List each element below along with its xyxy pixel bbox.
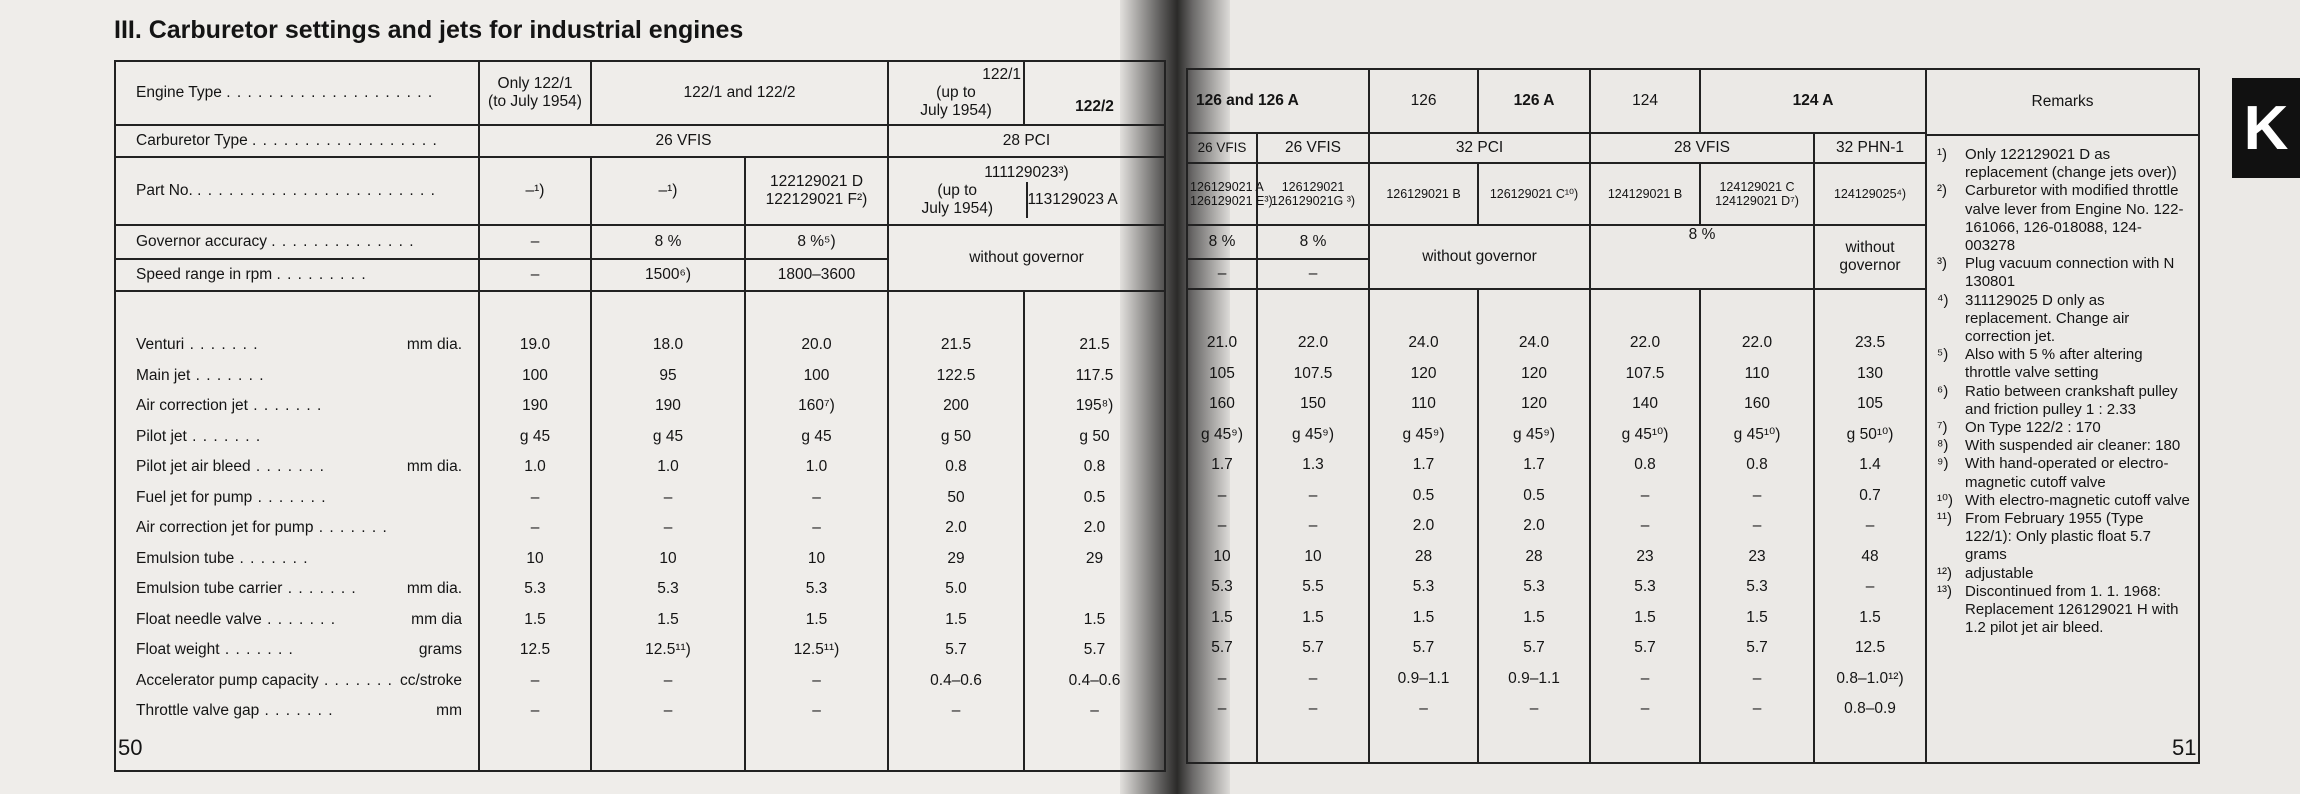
data-cell: 10 — [526, 549, 544, 567]
data-cell: 2.0 — [1523, 517, 1545, 534]
data-cell: 5.7 — [1412, 639, 1435, 656]
data-cell: g 45¹⁰) — [1621, 425, 1669, 443]
data-cell: 105 — [1857, 395, 1883, 412]
data-cell: – — [1865, 578, 1875, 595]
gov-c7: 8 % — [1257, 225, 1369, 259]
data-cell: 150 — [1300, 395, 1326, 412]
data-cell: g 50¹⁰) — [1846, 425, 1894, 443]
data-row-label: Emulsion tube carrier . . . . . . . mm dia. — [136, 580, 462, 597]
data-cell: – — [1217, 517, 1227, 534]
data-cell: 23 — [1636, 547, 1654, 565]
data-cell: 5.3 — [657, 580, 679, 597]
engine-c4: 122/1 (up to July 1954) — [888, 61, 1024, 125]
data-cell: 1.5 — [1412, 608, 1435, 626]
gov-c2: 8 % — [591, 225, 745, 259]
data-cell: 195⁸) — [1075, 397, 1114, 414]
data-cell: 1.5 — [1083, 610, 1106, 628]
part-c9: 126129021 C¹⁰) — [1478, 163, 1590, 225]
data-cell: 0.9–1.1 — [1508, 669, 1560, 687]
data-cell: 10 — [807, 549, 826, 567]
data-col-7 — [1257, 289, 1369, 763]
data-cell: 1.5 — [1859, 608, 1881, 626]
data-cell: g 45 — [652, 427, 684, 445]
data-cell: – — [812, 671, 821, 689]
data-row-label: Accelerator pump capacity . . . . . . . cc/stroke — [136, 671, 462, 689]
data-col-5 — [1024, 291, 1165, 771]
gov-c89: without governor — [1369, 225, 1590, 289]
data-cell: – — [1752, 700, 1762, 717]
data-cell: 0.4–0.6 — [1068, 671, 1121, 689]
engine-c9: 126 A — [1478, 69, 1590, 133]
data-cell: g 50 — [1079, 427, 1110, 445]
data-row-label: Venturi . . . . . . . mm dia. — [136, 336, 462, 353]
data-cell: 130 — [1857, 364, 1883, 382]
gov-c1: – — [479, 225, 591, 259]
engine-c10: 124 — [1590, 69, 1700, 133]
data-cell: 21.5 — [1079, 336, 1110, 353]
part-c3: 122129021 D 122129021 F²) — [745, 157, 888, 225]
data-cell: 1.0 — [657, 458, 679, 475]
data-cell: 29 — [947, 549, 965, 567]
speed-c6: – — [1187, 259, 1257, 289]
page-number-right: 51 — [2172, 735, 2197, 760]
data-cell: 5.3 — [524, 580, 546, 597]
data-cell: – — [1529, 700, 1539, 717]
data-col-1 — [479, 291, 591, 771]
data-cell: – — [530, 488, 540, 506]
data-labels — [115, 291, 479, 771]
data-cell: 0.8–0.9 — [1844, 700, 1896, 717]
data-col-10 — [1590, 289, 1700, 763]
data-cell: 1.7 — [1211, 456, 1233, 473]
data-cell: 28 — [1525, 547, 1543, 565]
data-cell: 120 — [1410, 364, 1437, 382]
data-cell: 0.8 — [1083, 458, 1106, 475]
data-cell: 5.3 — [805, 580, 828, 597]
data-cell: 0.8 — [945, 458, 967, 475]
data-cell: 5.3 — [1412, 578, 1435, 595]
data-cell: – — [663, 488, 673, 506]
data-cell: 100 — [803, 366, 830, 384]
data-cell: 160 — [1744, 395, 1770, 412]
data-cell: 160 — [1209, 395, 1235, 412]
remarks-column — [1926, 69, 2199, 763]
data-cell: 12.5¹¹) — [793, 641, 840, 658]
data-row-label: Air correction jet for pump . . . . . . . — [136, 519, 388, 536]
data-cell: – — [663, 671, 673, 689]
data-cell: 1.5 — [657, 610, 679, 628]
data-cell: – — [1419, 700, 1428, 717]
carb-32pci: 32 PCI — [1369, 133, 1590, 163]
remark-item: ¹) Only 122129021 D as replacement (change jets over)) — [1937, 146, 2177, 182]
data-cell: g 50 — [940, 427, 972, 445]
data-row-label: Air correction jet . . . . . . . — [136, 397, 323, 414]
data-cell: 5.3 — [1523, 578, 1545, 595]
data-cell: 21.5 — [940, 336, 972, 353]
data-cell: 0.5 — [1412, 486, 1435, 504]
data-cell: g 45⁹) — [1292, 425, 1334, 443]
remark-item: ⁷) On Type 122/2 : 170 — [1937, 419, 2101, 437]
data-cell: 160⁷) — [798, 397, 835, 414]
data-cell: 5.7 — [1523, 639, 1545, 656]
part-c8: 126129021 B — [1369, 163, 1478, 225]
data-cell: – — [812, 702, 821, 719]
data-cell: 5.3 — [1746, 578, 1768, 595]
page-title: III. Carburetor settings and jets for industrial engines — [114, 16, 744, 44]
data-row-label: Throttle valve gap . . . . . . . mm — [136, 702, 462, 719]
data-cell: 1.5 — [1746, 608, 1768, 626]
data-cell: 28 — [1414, 547, 1433, 565]
data-cell: 5.7 — [1083, 641, 1106, 658]
data-cell: 120 — [1521, 395, 1547, 412]
data-cell: 22.0 — [1297, 334, 1329, 351]
data-cell: – — [1308, 517, 1318, 534]
engine-c8: 126 — [1369, 69, 1478, 133]
data-cell: – — [1752, 669, 1762, 687]
data-cell: 12.5¹¹) — [645, 641, 691, 658]
remark-item: ²) Carburetor with modified throttle valve lever from Engine No. 122-161066, 126-018088, 124-003278 — [1937, 182, 2184, 255]
data-cell: 140 — [1632, 395, 1658, 412]
part-c6: 126129021 A 126129021 E³) — [1187, 163, 1257, 225]
part-c2: –¹) — [591, 157, 745, 225]
part-c11: 124129021 C 124129021 D⁷) — [1700, 163, 1814, 225]
data-cell: – — [663, 702, 673, 719]
data-cell: 0.9–1.1 — [1397, 669, 1450, 687]
data-cell: 120 — [1521, 364, 1547, 382]
data-cell: 100 — [522, 366, 548, 384]
data-col-12 — [1814, 289, 1926, 763]
data-cell: – — [1217, 669, 1227, 687]
part-c45: 111129023³) (up to July 1954) 113129023 A — [888, 157, 1165, 225]
data-cell: – — [530, 671, 540, 689]
data-cell: 23.5 — [1854, 334, 1886, 351]
data-cell: 10 — [659, 549, 677, 567]
data-cell: 10 — [1213, 547, 1231, 565]
gov-c3: 8 %⁵) — [745, 225, 888, 259]
right-table — [1186, 68, 2200, 764]
data-cell: 1.7 — [1412, 456, 1435, 473]
data-row-label: Pilot jet air bleed . . . . . . . mm dia. — [136, 458, 462, 475]
data-cell: – — [812, 519, 821, 536]
label-carburetor-type: Carburetor Type . . . . . . . . . . . . . . . . . . — [115, 125, 479, 157]
data-cell: 1.5 — [1523, 608, 1545, 626]
data-cell: 0.7 — [1859, 486, 1881, 504]
data-cell: 107.5 — [1293, 364, 1333, 382]
remark-item: ¹¹) From February 1955 (Type 122/1): Only plastic float 5.7 grams — [1937, 510, 2151, 564]
remark-item: ³) Plug vacuum connection with N 130801 — [1937, 255, 2175, 291]
remark-item: ¹⁰) With electro-magnetic cutoff valve — [1937, 491, 2190, 509]
data-cell: – — [1865, 517, 1875, 534]
data-cell: – — [1308, 486, 1318, 504]
data-cell: – — [1090, 702, 1099, 719]
part-c12: 124129025⁴) — [1814, 163, 1926, 225]
data-cell: 48 — [1861, 547, 1879, 565]
data-row-label: Float weight . . . . . . . grams — [136, 641, 462, 658]
speed-c1: – — [479, 259, 591, 291]
data-cell: 0.5 — [1083, 488, 1106, 506]
data-cell: 95 — [659, 366, 677, 384]
data-cell: g 45⁹) — [1201, 425, 1243, 443]
carb-c12: 32 PHN-1 — [1814, 133, 1926, 163]
data-cell: 190 — [522, 397, 548, 414]
label-engine-type: Engine Type . . . . . . . . . . . . . . . . . . . . — [115, 61, 479, 125]
data-cell: 12.5 — [519, 641, 551, 658]
data-cell: 5.3 — [1634, 578, 1656, 595]
data-cell: 5.7 — [945, 641, 967, 658]
data-row-label: Emulsion tube . . . . . . . — [136, 549, 309, 567]
data-cell: 2.0 — [945, 519, 967, 536]
engine-c11: 124 A — [1700, 69, 1926, 133]
data-cell: 10 — [1304, 547, 1322, 565]
data-cell: 12.5 — [1854, 639, 1886, 656]
page-number-left: 50 — [118, 735, 143, 760]
data-cell: 1.5 — [805, 610, 828, 628]
data-cell: g 45¹⁰) — [1733, 425, 1781, 443]
data-cell: – — [530, 519, 540, 536]
data-col-3 — [745, 291, 888, 771]
data-col-6 — [1187, 289, 1257, 763]
data-cell: g 45 — [519, 427, 551, 445]
remark-item: ⁵) Also with 5 % after altering throttle valve setting — [1937, 346, 2143, 382]
data-cell: 23 — [1748, 547, 1766, 565]
carb-c7: 26 VFIS — [1257, 133, 1369, 163]
data-row-label: Float needle valve . . . . . . . mm dia — [136, 610, 462, 628]
data-row-label: Fuel jet for pump . . . . . . . — [136, 488, 327, 506]
data-cell: 110 — [1411, 395, 1436, 412]
data-cell: 19.0 — [519, 336, 551, 353]
data-cell: 1.5 — [1634, 608, 1656, 626]
data-cell: 18.0 — [652, 336, 684, 353]
data-cell: 22.0 — [1741, 334, 1773, 351]
data-cell: 0.5 — [1523, 486, 1545, 504]
data-cell: g 45⁹) — [1513, 425, 1555, 443]
remark-item: ⁹) With hand-operated or electro-magnetic cutoff valve — [1937, 455, 2169, 491]
data-cell — [1027, 574, 1162, 605]
data-cell: 1.4 — [1859, 456, 1881, 473]
data-cell: 1.7 — [1523, 456, 1545, 473]
data-cell: 1.3 — [1302, 456, 1324, 473]
remark-item: ¹³) Discontinued from 1. 1. 1968: Replacement 126129021 H with 1.2 pilot jet air bleed. — [1937, 582, 2179, 637]
engine-c1: Only 122/1 (to July 1954) — [479, 61, 591, 125]
data-cell: g 45 — [801, 427, 832, 445]
data-cell: 20.0 — [801, 336, 832, 353]
data-cell: 5.7 — [1746, 639, 1768, 656]
data-cell: 107.5 — [1625, 364, 1665, 382]
data-col-8 — [1369, 289, 1478, 763]
data-col-11 — [1700, 289, 1814, 763]
part-c1: –¹) — [479, 157, 591, 225]
data-col-9 — [1478, 289, 1590, 763]
data-cell: 1.5 — [1302, 608, 1324, 626]
data-cell: – — [663, 519, 673, 536]
carb-26vfis: 26 VFIS — [479, 125, 888, 157]
data-row-label: Main jet . . . . . . . — [136, 366, 265, 384]
gov-c6: 8 % — [1187, 225, 1257, 259]
data-cell: 1.0 — [524, 458, 546, 475]
data-cell: – — [1640, 700, 1650, 717]
data-cell: 1.5 — [524, 610, 546, 628]
remarks-header: Remarks — [1927, 70, 2198, 136]
data-cell: – — [1640, 486, 1650, 504]
data-cell: 117.5 — [1075, 366, 1114, 384]
data-cell: 29 — [1085, 549, 1104, 567]
data-cell: – — [1640, 517, 1650, 534]
engine-c6: 126 and 126 A — [1187, 69, 1369, 133]
remark-item: ¹²) adjustable — [1937, 564, 2034, 582]
label-governor: Governor accuracy . . . . . . . . . . . . . . — [115, 225, 479, 259]
speed-c2: 1500⁶) — [591, 259, 745, 291]
data-cell: 5.3 — [1211, 578, 1233, 595]
speed-c3: 1800–3600 — [745, 259, 888, 291]
carb-28vfis: 28 VFIS — [1590, 133, 1814, 163]
data-cell: 122.5 — [936, 366, 976, 384]
speed-c1011 — [1590, 259, 1814, 289]
data-cell: g 45⁹) — [1402, 425, 1445, 443]
data-cell: 5.7 — [1211, 639, 1233, 656]
data-cell: – — [1640, 669, 1650, 687]
data-cell: 22.0 — [1629, 334, 1661, 351]
data-cell: – — [530, 702, 540, 719]
data-cell: 5.5 — [1302, 578, 1324, 595]
data-cell: 24.0 — [1408, 334, 1439, 351]
data-cell: 1.0 — [805, 458, 828, 475]
engine-c5: 122/2 — [1024, 61, 1165, 125]
data-cell: 1.5 — [945, 610, 967, 628]
data-cell: 50 — [947, 488, 965, 506]
gov-c1011: 8 % — [1590, 225, 1814, 259]
carb-c6: 26 VFIS — [1187, 133, 1257, 163]
data-cell: 105 — [1209, 364, 1235, 382]
data-cell: 5.7 — [1302, 639, 1324, 656]
data-cell: – — [951, 702, 961, 719]
remark-item: ⁸) With suspended air cleaner: 180 — [1937, 437, 2181, 455]
data-cell: – — [1217, 486, 1227, 504]
data-col-4 — [888, 291, 1024, 771]
data-cell: 110 — [1744, 364, 1770, 382]
engine-c2: 122/1 and 122/2 — [591, 61, 888, 125]
data-cell: 190 — [655, 397, 681, 414]
remark-item: ⁴) 311129025 D only as replacement. Change air correction jet. — [1937, 291, 2130, 346]
remark-item: ⁶) Ratio between crankshaft pulley and friction pulley 1 : 2.33 — [1937, 382, 2178, 418]
data-cell: 21.0 — [1206, 334, 1238, 351]
data-cell: – — [1308, 669, 1318, 687]
data-cell: – — [1217, 700, 1227, 717]
carb-28pci: 28 PCI — [888, 125, 1165, 157]
data-cell: 0.8 — [1746, 456, 1768, 473]
data-cell: 0.4–0.6 — [930, 671, 982, 689]
gov-c45: without governor — [888, 225, 1165, 291]
part-c10: 124129021 B — [1590, 163, 1700, 225]
label-part-no: Part No. . . . . . . . . . . . . . . . . . . . . . . . — [115, 157, 479, 225]
data-cell: 5.7 — [1634, 639, 1656, 656]
data-cell: – — [1308, 700, 1318, 717]
left-table — [114, 60, 1166, 772]
data-cell: 2.0 — [1412, 517, 1435, 534]
section-tab: K — [2232, 78, 2300, 178]
data-cell: 0.8 — [1634, 456, 1656, 473]
data-cell: 2.0 — [1083, 519, 1106, 536]
data-cell: – — [1752, 486, 1762, 504]
data-cell: 24.0 — [1518, 334, 1550, 351]
data-cell: – — [812, 488, 821, 506]
data-cell: – — [1752, 517, 1762, 534]
data-cell: 5.0 — [945, 580, 967, 597]
part-c7: 126129021 126129021G ³) — [1257, 163, 1369, 225]
remarks-list — [1927, 136, 2198, 637]
data-cell: 0.8–1.0¹²) — [1836, 669, 1904, 687]
data-cell: 1.5 — [1211, 608, 1233, 626]
data-cell: 200 — [943, 397, 969, 414]
data-row-label: Pilot jet . . . . . . . — [136, 427, 262, 445]
data-col-2 — [591, 291, 745, 771]
gov-c12: without governor — [1814, 225, 1926, 289]
speed-c7: – — [1257, 259, 1369, 289]
label-speed: Speed range in rpm . . . . . . . . . — [115, 259, 479, 291]
